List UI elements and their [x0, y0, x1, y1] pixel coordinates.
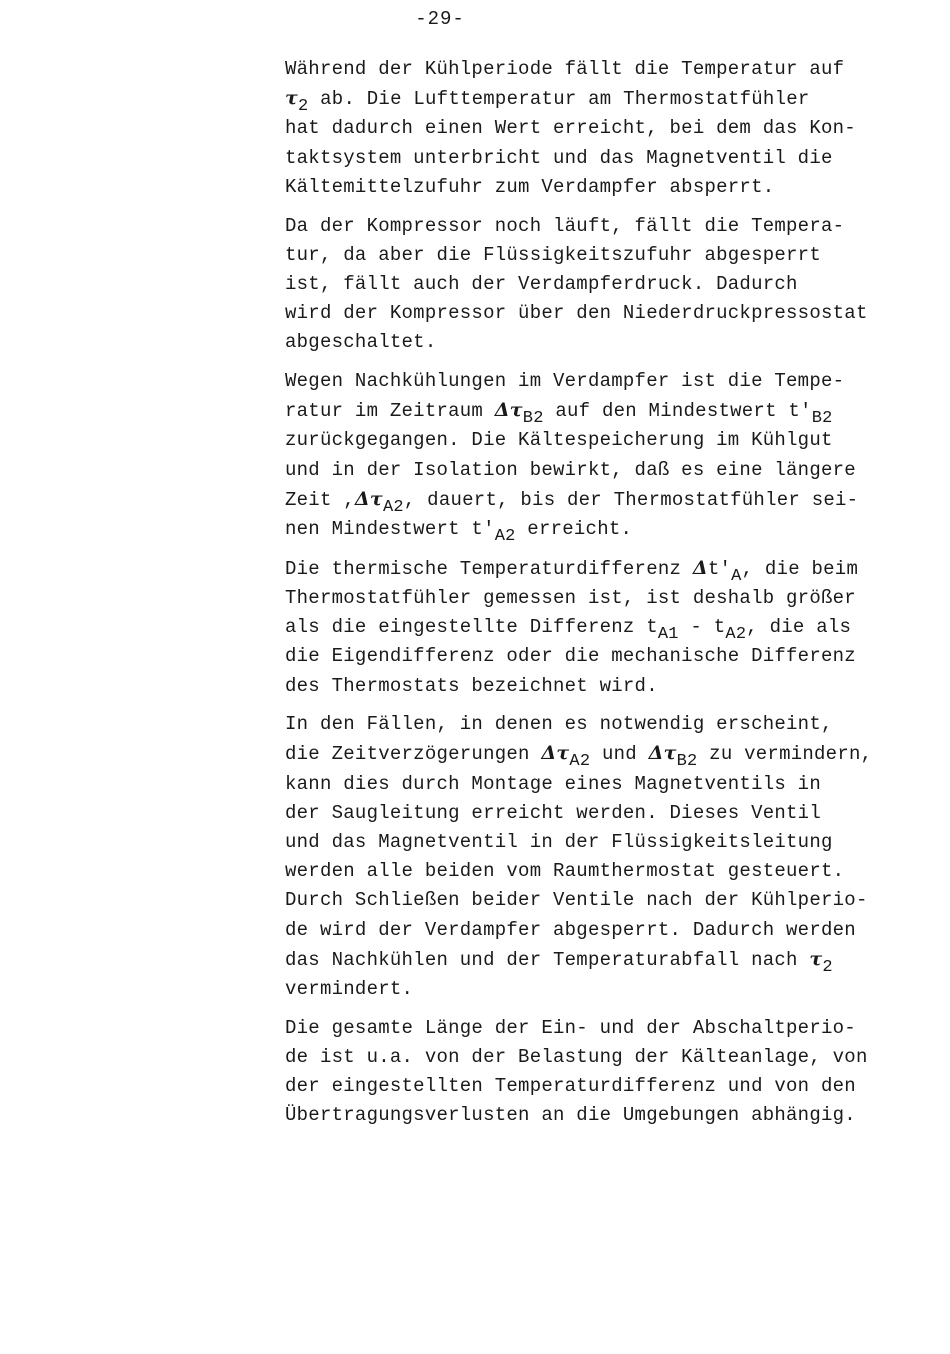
text-line: und in der Isolation bewirkt, daß es eine längere [285, 458, 856, 481]
paragraph-3 [285, 367, 900, 547]
text-line: als die eingestellte Differenz $t_{A1} - t_{A2}$, die als [285, 616, 852, 645]
text-line: In den Fällen, in denen es notwendig erscheint, [285, 713, 833, 736]
body-text [285, 55, 900, 1140]
text-line: Während der Kühlperiode fällt die Temperatur auf [285, 58, 845, 80]
text-line: Übertragungsverlusten an die Umgebungen abhängig. [285, 1104, 856, 1127]
text-line: hat dadurch einen Wert erreicht, bei dem das Kon- [285, 117, 856, 140]
text-line: Kältemittelzufuhr zum Verdampfer absperrt. [285, 175, 775, 198]
text-line: wird der Kompressor über den Niederdruckpressostat [285, 302, 868, 325]
text-line: Da der Kompressor noch läuft, fällt die Tempera- [285, 214, 845, 237]
text-line: das Nachkühlen und der Temperaturabfall nach $\tau_2$ [285, 947, 833, 977]
text-line: des Thermostats bezeichnet wird. [285, 674, 658, 697]
text-line: ratur im Zeitraum $\Delta\tau_{B2}$ auf den Mindestwert $t'_{B2}$ [285, 399, 833, 429]
text-line: der Saugleitung erreicht werden. Dieses Ventil [285, 801, 821, 824]
text-line: Zeit $,\Delta\tau_{A2}$, dauert, bis der Thermostatfühler sei- [285, 487, 859, 517]
text-line: zurückgegangen. Die Kältespeicherung im Kühlgut [285, 429, 833, 452]
text-line: $\tau_2$ ab. Die Lufttemperatur am Thermostatfühler [285, 87, 810, 117]
text-line: de ist u.a. von der Belastung der Kälteanlage, von [285, 1046, 868, 1068]
text-line: werden alle beiden vom Raumthermostat gesteuert. [285, 860, 845, 883]
text-line: abgeschaltet. [285, 331, 437, 354]
text-line: der eingestellten Temperaturdifferenz und von den [285, 1075, 856, 1098]
text-line: Die thermische Temperaturdifferenz $\Delta t'_A$, die beim [285, 556, 859, 586]
text-line: tur, da aber die Flüssigkeitszufuhr abgesperrt [285, 243, 821, 266]
text-line: ist, fällt auch der Verdampferdruck. Dadurch [285, 272, 798, 295]
text-line: die Zeitverzögerungen $\Delta\tau_{A2}$ und $\Delta\tau_{B2}$ zu vermindern, [285, 742, 873, 772]
text-line: vermindert. [285, 978, 414, 1001]
text-line: die Eigendifferenz oder die mechanische Differenz [285, 645, 856, 668]
text-line: Thermostatfühler gemessen ist, ist deshalb größer [285, 586, 856, 609]
paragraph-5 [285, 710, 900, 1004]
paragraph-4 [285, 554, 900, 701]
text-line: Wegen Nachkühlungen im Verdampfer ist die Tempe- [285, 370, 845, 393]
paragraph-6 [285, 1014, 900, 1131]
text-line: Die gesamte Länge der Ein- und der Abschaltperio- [285, 1016, 856, 1039]
text-line: nen Mindestwert $t'_{A2}$ erreicht. [285, 518, 633, 547]
text-line: taktsystem unterbricht und das Magnetventil die [285, 146, 833, 169]
text-line: Durch Schließen beider Ventile nach der Kühlperio- [285, 889, 868, 912]
page-number: -29- [415, 8, 465, 30]
text-line: de wird der Verdampfer abgesperrt. Dadurch werden [285, 918, 856, 941]
paragraph-1 [285, 55, 900, 202]
paragraph-2 [285, 212, 900, 358]
text-line: und das Magnetventil in der Flüssigkeitsleitung [285, 831, 833, 854]
text-line: kann dies durch Montage eines Magnetventils in [285, 772, 821, 795]
